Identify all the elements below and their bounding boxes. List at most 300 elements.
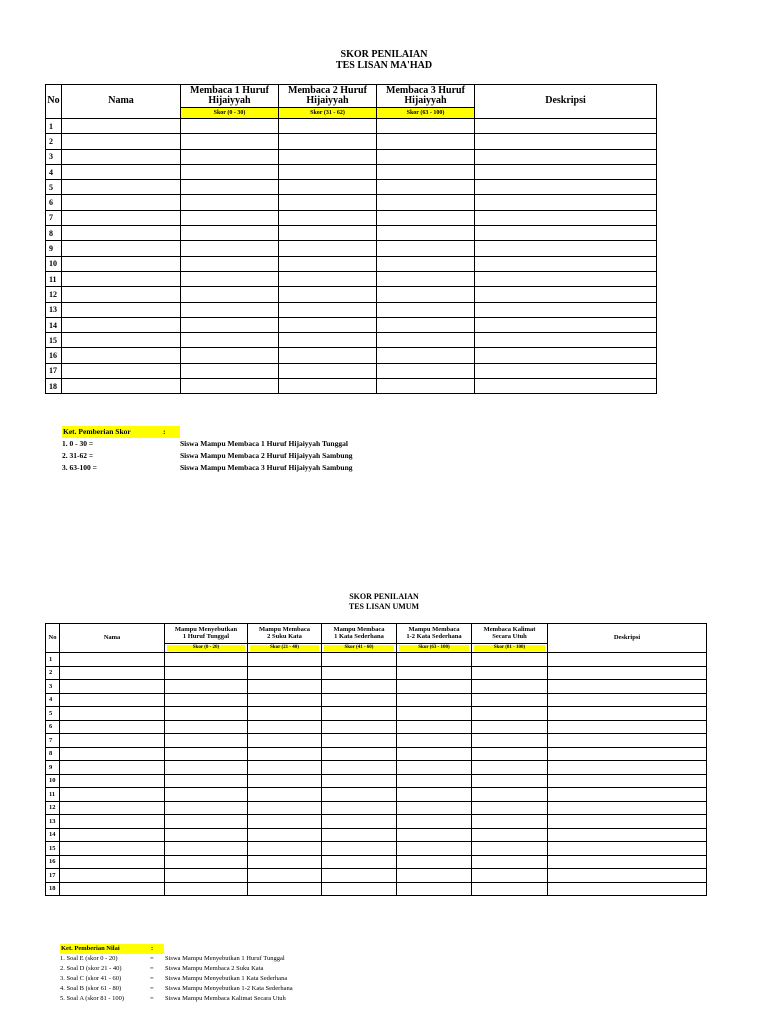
table-cell[interactable] — [165, 788, 248, 802]
table-cell[interactable] — [248, 855, 322, 869]
table-cell[interactable] — [279, 363, 377, 378]
row-number: 16 — [46, 855, 60, 869]
table-cell[interactable] — [472, 666, 548, 680]
table-cell[interactable] — [62, 164, 181, 179]
table-cell[interactable] — [60, 882, 165, 896]
ket-colon: : — [163, 427, 166, 436]
table-cell[interactable] — [279, 287, 377, 302]
table-cell[interactable] — [475, 195, 657, 210]
table-cell[interactable] — [181, 180, 279, 195]
ket-range: 4. Soal B (skor 61 - 80) — [60, 985, 122, 992]
table-cell[interactable] — [165, 653, 248, 667]
col-header-label: 1 Kata Sederhana — [334, 632, 384, 640]
table-cell[interactable] — [248, 774, 322, 788]
table-cell[interactable] — [62, 302, 181, 317]
table-cell[interactable] — [397, 693, 472, 707]
table-cell[interactable] — [475, 119, 657, 134]
table-cell[interactable] — [472, 734, 548, 748]
table-cell[interactable] — [279, 210, 377, 225]
col-header-no: No — [46, 624, 60, 653]
table-cell[interactable] — [181, 348, 279, 363]
score-range-cell — [165, 644, 248, 653]
table-cell[interactable] — [377, 180, 475, 195]
table-cell[interactable] — [475, 149, 657, 164]
table-cell[interactable] — [60, 761, 165, 775]
ket-range: 1. 0 - 30 = — [62, 439, 94, 448]
table-cell[interactable] — [279, 256, 377, 271]
table-cell[interactable] — [248, 869, 322, 883]
table-row — [46, 119, 657, 134]
table-row — [46, 882, 707, 896]
table-cell[interactable] — [248, 828, 322, 842]
table-cell[interactable] — [279, 271, 377, 286]
col-header-score-2 — [279, 85, 377, 108]
row-number: 4 — [46, 693, 60, 707]
section1-ket — [62, 426, 353, 474]
table-cell[interactable] — [475, 210, 657, 225]
table-cell[interactable] — [548, 869, 707, 883]
score-range-cell — [397, 644, 472, 653]
table-cell[interactable] — [472, 788, 548, 802]
table-cell[interactable] — [248, 734, 322, 748]
table-cell[interactable] — [322, 720, 397, 734]
table-cell[interactable] — [248, 842, 322, 856]
row-number: 2 — [46, 134, 62, 149]
table-cell[interactable] — [472, 815, 548, 829]
table-cell[interactable] — [60, 707, 165, 721]
table-cell[interactable] — [60, 788, 165, 802]
table-cell[interactable] — [279, 134, 377, 149]
table-cell[interactable] — [548, 720, 707, 734]
table-cell[interactable] — [475, 241, 657, 256]
ket-desc: Siswa Mampu Menyebutkan 1 Huruf Tunggal — [165, 955, 285, 962]
table-cell[interactable] — [165, 869, 248, 883]
table-cell[interactable] — [279, 348, 377, 363]
table-cell[interactable] — [472, 761, 548, 775]
table-cell[interactable] — [181, 333, 279, 348]
table-cell[interactable] — [322, 653, 397, 667]
table-cell[interactable] — [62, 271, 181, 286]
table-cell[interactable] — [62, 195, 181, 210]
table-cell[interactable] — [377, 317, 475, 332]
table-row — [46, 774, 707, 788]
table-cell[interactable] — [279, 164, 377, 179]
col-header-label: 1 Huruf Tunggal — [182, 632, 230, 640]
row-number: 14 — [46, 317, 62, 332]
table-row — [46, 287, 657, 302]
col-header-score-3 — [322, 624, 397, 644]
table-cell[interactable] — [548, 653, 707, 667]
table-cell[interactable] — [181, 119, 279, 134]
table-cell[interactable] — [165, 855, 248, 869]
table-row — [46, 869, 707, 883]
table-cell[interactable] — [60, 842, 165, 856]
table-cell[interactable] — [165, 842, 248, 856]
table-cell[interactable] — [548, 842, 707, 856]
table-cell[interactable] — [472, 693, 548, 707]
table-row — [46, 815, 707, 829]
table-cell[interactable] — [248, 761, 322, 775]
table-cell[interactable] — [181, 317, 279, 332]
table-cell[interactable] — [181, 287, 279, 302]
table-cell[interactable] — [248, 707, 322, 721]
section2-ket — [60, 944, 293, 1004]
table-cell[interactable] — [475, 134, 657, 149]
table-row — [46, 653, 707, 667]
table-row — [46, 348, 657, 363]
table-cell[interactable] — [165, 707, 248, 721]
table-cell[interactable] — [475, 363, 657, 378]
table-cell[interactable] — [62, 348, 181, 363]
col-header-deskripsi: Deskripsi — [548, 624, 707, 653]
table-row — [46, 302, 657, 317]
table-cell[interactable] — [548, 801, 707, 815]
table-cell[interactable] — [62, 317, 181, 332]
table-cell[interactable] — [181, 271, 279, 286]
table-cell[interactable] — [165, 747, 248, 761]
table-cell[interactable] — [165, 801, 248, 815]
ket-equals: = — [150, 995, 154, 1002]
table-cell[interactable] — [322, 828, 397, 842]
ket-item — [60, 964, 293, 974]
table-cell[interactable] — [322, 842, 397, 856]
table-cell[interactable] — [397, 801, 472, 815]
table-cell[interactable] — [472, 855, 548, 869]
table-cell[interactable] — [248, 801, 322, 815]
table-cell[interactable] — [165, 761, 248, 775]
table-cell[interactable] — [397, 788, 472, 802]
table-cell[interactable] — [397, 828, 472, 842]
table-row — [46, 680, 707, 694]
table-cell[interactable] — [248, 693, 322, 707]
row-number: 17 — [46, 869, 60, 883]
ket-equals: = — [150, 965, 154, 972]
table-cell[interactable] — [472, 707, 548, 721]
table-cell[interactable] — [60, 869, 165, 883]
table-cell[interactable] — [475, 271, 657, 286]
table-cell[interactable] — [548, 855, 707, 869]
table-cell[interactable] — [377, 226, 475, 241]
score-range-label: Skor (0 - 30) — [181, 108, 279, 119]
col-header-label: Membaca 2 Huruf — [288, 84, 367, 96]
table-cell[interactable] — [548, 680, 707, 694]
row-number: 15 — [46, 842, 60, 856]
table-row — [46, 842, 707, 856]
table-cell[interactable] — [62, 180, 181, 195]
table-cell[interactable] — [377, 271, 475, 286]
table-cell[interactable] — [181, 195, 279, 210]
table-cell[interactable] — [475, 164, 657, 179]
table-cell[interactable] — [181, 379, 279, 394]
col-header-label: 1-2 Kata Sederhana — [406, 632, 462, 640]
table-cell[interactable] — [60, 653, 165, 667]
row-number: 18 — [46, 379, 62, 394]
table-cell[interactable] — [472, 747, 548, 761]
table-cell[interactable] — [377, 210, 475, 225]
col-header-label: Secara Utuh — [492, 632, 527, 640]
row-number: 10 — [46, 774, 60, 788]
table-cell[interactable] — [279, 241, 377, 256]
row-number: 16 — [46, 348, 62, 363]
score-range-label: Skor (0 - 20) — [167, 645, 245, 650]
table-row — [46, 164, 657, 179]
ket-desc: Siswa Mampu Membaca 2 Suku Kata — [165, 965, 264, 972]
table-row — [46, 256, 657, 271]
table-cell[interactable] — [181, 149, 279, 164]
col-header-label: Mampu Membaca — [258, 625, 311, 633]
table-cell[interactable] — [397, 720, 472, 734]
ket-desc: Siswa Mampu Membaca Kalimat Secara Utuh — [165, 995, 286, 1002]
table-cell[interactable] — [548, 828, 707, 842]
table-cell[interactable] — [248, 680, 322, 694]
table-cell[interactable] — [60, 734, 165, 748]
table-cell[interactable] — [475, 287, 657, 302]
table-cell[interactable] — [377, 195, 475, 210]
table-cell[interactable] — [548, 815, 707, 829]
table-cell[interactable] — [60, 680, 165, 694]
section2-title-line1: SKOR PENILAIAN — [349, 592, 419, 601]
table-cell[interactable] — [62, 256, 181, 271]
table-cell[interactable] — [181, 226, 279, 241]
table-cell[interactable] — [322, 882, 397, 896]
table-cell[interactable] — [181, 302, 279, 317]
table-cell[interactable] — [165, 734, 248, 748]
col-header-label: 2 Suku Kata — [267, 632, 302, 640]
table-cell[interactable] — [279, 302, 377, 317]
table-row — [46, 363, 657, 378]
row-number: 3 — [46, 680, 60, 694]
table-cell[interactable] — [397, 666, 472, 680]
table-cell[interactable] — [322, 666, 397, 680]
table-cell[interactable] — [475, 302, 657, 317]
table-cell[interactable] — [62, 119, 181, 134]
table-cell[interactable] — [322, 680, 397, 694]
col-header-score-3 — [377, 85, 475, 108]
table-cell[interactable] — [62, 379, 181, 394]
table-cell[interactable] — [62, 241, 181, 256]
table-cell[interactable] — [548, 693, 707, 707]
table-cell[interactable] — [548, 882, 707, 896]
ket-range: 3. 63-100 = — [62, 463, 97, 472]
table-cell[interactable] — [248, 815, 322, 829]
table-cell[interactable] — [397, 815, 472, 829]
table-cell[interactable] — [165, 882, 248, 896]
score-range-label: Skor (63 - 100) — [399, 645, 469, 650]
table-cell[interactable] — [548, 788, 707, 802]
table-cell[interactable] — [397, 734, 472, 748]
table-cell[interactable] — [475, 348, 657, 363]
table-cell[interactable] — [62, 333, 181, 348]
table-cell[interactable] — [181, 210, 279, 225]
table-row — [46, 210, 657, 225]
table-cell[interactable] — [279, 195, 377, 210]
table-cell[interactable] — [322, 734, 397, 748]
table-cell[interactable] — [60, 774, 165, 788]
table-cell[interactable] — [548, 666, 707, 680]
table-cell[interactable] — [377, 287, 475, 302]
table-cell[interactable] — [377, 241, 475, 256]
table-cell[interactable] — [322, 707, 397, 721]
table-cell[interactable] — [377, 302, 475, 317]
table-cell[interactable] — [475, 333, 657, 348]
ket-title: Ket. Pemberian Nilai — [61, 945, 120, 952]
table-cell[interactable] — [397, 855, 472, 869]
table-row — [46, 828, 707, 842]
table-cell[interactable] — [62, 149, 181, 164]
table-cell[interactable] — [322, 869, 397, 883]
table-cell[interactable] — [472, 653, 548, 667]
table-cell[interactable] — [181, 256, 279, 271]
table-cell[interactable] — [322, 788, 397, 802]
table-cell[interactable] — [165, 693, 248, 707]
table-cell[interactable] — [472, 801, 548, 815]
table-cell[interactable] — [472, 869, 548, 883]
ket-range: 5. Soal A (skor 81 - 100) — [60, 995, 125, 1002]
row-number: 5 — [46, 707, 60, 721]
table-cell[interactable] — [472, 774, 548, 788]
table-cell[interactable] — [322, 801, 397, 815]
table-cell[interactable] — [62, 287, 181, 302]
ket-desc: Siswa Mampu Membaca 3 Huruf Hijaiyyah Sambung — [180, 463, 353, 472]
table-cell[interactable] — [548, 774, 707, 788]
table-cell[interactable] — [548, 747, 707, 761]
ket-title: Ket. Pemberian Skor — [63, 427, 131, 436]
table-cell[interactable] — [165, 828, 248, 842]
table-cell[interactable] — [322, 855, 397, 869]
score-range-label: Skor (63 - 100) — [377, 108, 475, 119]
ket-item — [60, 994, 293, 1004]
section1-title — [0, 49, 768, 71]
table-cell[interactable] — [248, 788, 322, 802]
table-cell[interactable] — [475, 379, 657, 394]
table-cell[interactable] — [60, 828, 165, 842]
table-cell[interactable] — [62, 226, 181, 241]
table-cell[interactable] — [377, 348, 475, 363]
table-cell[interactable] — [397, 653, 472, 667]
table-cell[interactable] — [248, 882, 322, 896]
table-cell[interactable] — [548, 707, 707, 721]
table-cell[interactable] — [397, 707, 472, 721]
table-cell[interactable] — [322, 693, 397, 707]
table-cell[interactable] — [472, 828, 548, 842]
table-cell[interactable] — [475, 256, 657, 271]
table-cell[interactable] — [377, 134, 475, 149]
table-cell[interactable] — [60, 666, 165, 680]
table-row — [46, 747, 707, 761]
table-cell[interactable] — [62, 134, 181, 149]
ket-item — [62, 438, 353, 450]
table-cell[interactable] — [377, 379, 475, 394]
ket-range: 2. Soal D (skor 21 - 40) — [60, 965, 122, 972]
table-cell[interactable] — [165, 666, 248, 680]
row-number: 9 — [46, 761, 60, 775]
table-cell[interactable] — [475, 317, 657, 332]
table-cell[interactable] — [181, 134, 279, 149]
table-cell[interactable] — [279, 226, 377, 241]
table-cell[interactable] — [60, 855, 165, 869]
col-header-nama: Nama — [60, 624, 165, 653]
score-range-label: Skor (41 - 60) — [324, 645, 394, 650]
table-cell[interactable] — [60, 747, 165, 761]
table-cell[interactable] — [397, 882, 472, 896]
table-cell[interactable] — [397, 680, 472, 694]
table-cell[interactable] — [377, 119, 475, 134]
table-row — [46, 720, 707, 734]
table-cell[interactable] — [279, 149, 377, 164]
table-cell[interactable] — [165, 680, 248, 694]
table-cell[interactable] — [279, 333, 377, 348]
table-cell[interactable] — [472, 882, 548, 896]
table-row — [46, 761, 707, 775]
table-cell[interactable] — [165, 815, 248, 829]
score-range-label: Skor (21 - 40) — [250, 645, 319, 650]
table-cell[interactable] — [181, 363, 279, 378]
ket-equals: = — [150, 955, 154, 962]
table-cell[interactable] — [322, 761, 397, 775]
table-cell[interactable] — [377, 164, 475, 179]
table-cell[interactable] — [165, 720, 248, 734]
table-cell[interactable] — [279, 180, 377, 195]
col-header-label: Hijaiyyah — [306, 95, 349, 106]
table-cell[interactable] — [60, 815, 165, 829]
score-range-cell — [322, 644, 397, 653]
table-cell[interactable] — [397, 761, 472, 775]
section1-title-line1: SKOR PENILAIAN — [340, 49, 428, 60]
col-header-label: Hijaiyyah — [404, 95, 447, 106]
table-row — [46, 180, 657, 195]
table-cell[interactable] — [377, 149, 475, 164]
row-number: 2 — [46, 666, 60, 680]
table-cell[interactable] — [181, 241, 279, 256]
col-header-label: Membaca 1 Huruf — [190, 84, 269, 96]
table-cell[interactable] — [60, 693, 165, 707]
table-cell[interactable] — [397, 774, 472, 788]
table-cell[interactable] — [60, 720, 165, 734]
table-cell[interactable] — [62, 363, 181, 378]
table-cell[interactable] — [322, 815, 397, 829]
table-cell[interactable] — [475, 226, 657, 241]
table-cell[interactable] — [472, 680, 548, 694]
table-cell[interactable] — [475, 180, 657, 195]
table-cell[interactable] — [472, 720, 548, 734]
table-cell[interactable] — [181, 164, 279, 179]
table-cell[interactable] — [165, 774, 248, 788]
ket-desc: Siswa Mampu Membaca 2 Huruf Hijaiyyah Sambung — [180, 451, 353, 460]
table-cell[interactable] — [397, 747, 472, 761]
col-header-label: Hijaiyyah — [208, 95, 251, 106]
table-cell[interactable] — [548, 734, 707, 748]
table-cell[interactable] — [377, 333, 475, 348]
table-cell[interactable] — [279, 379, 377, 394]
table-cell[interactable] — [279, 317, 377, 332]
table-cell[interactable] — [472, 842, 548, 856]
table-cell[interactable] — [322, 747, 397, 761]
table-cell[interactable] — [322, 774, 397, 788]
table-cell[interactable] — [377, 256, 475, 271]
table-cell[interactable] — [548, 761, 707, 775]
table-cell[interactable] — [397, 842, 472, 856]
score-range-cell — [248, 644, 322, 653]
table-cell[interactable] — [248, 720, 322, 734]
table-cell[interactable] — [377, 363, 475, 378]
table-cell[interactable] — [397, 869, 472, 883]
table-cell[interactable] — [279, 119, 377, 134]
table-cell[interactable] — [248, 747, 322, 761]
table-cell[interactable] — [62, 210, 181, 225]
table-cell[interactable] — [248, 666, 322, 680]
table-cell[interactable] — [248, 653, 322, 667]
table-cell[interactable] — [60, 801, 165, 815]
